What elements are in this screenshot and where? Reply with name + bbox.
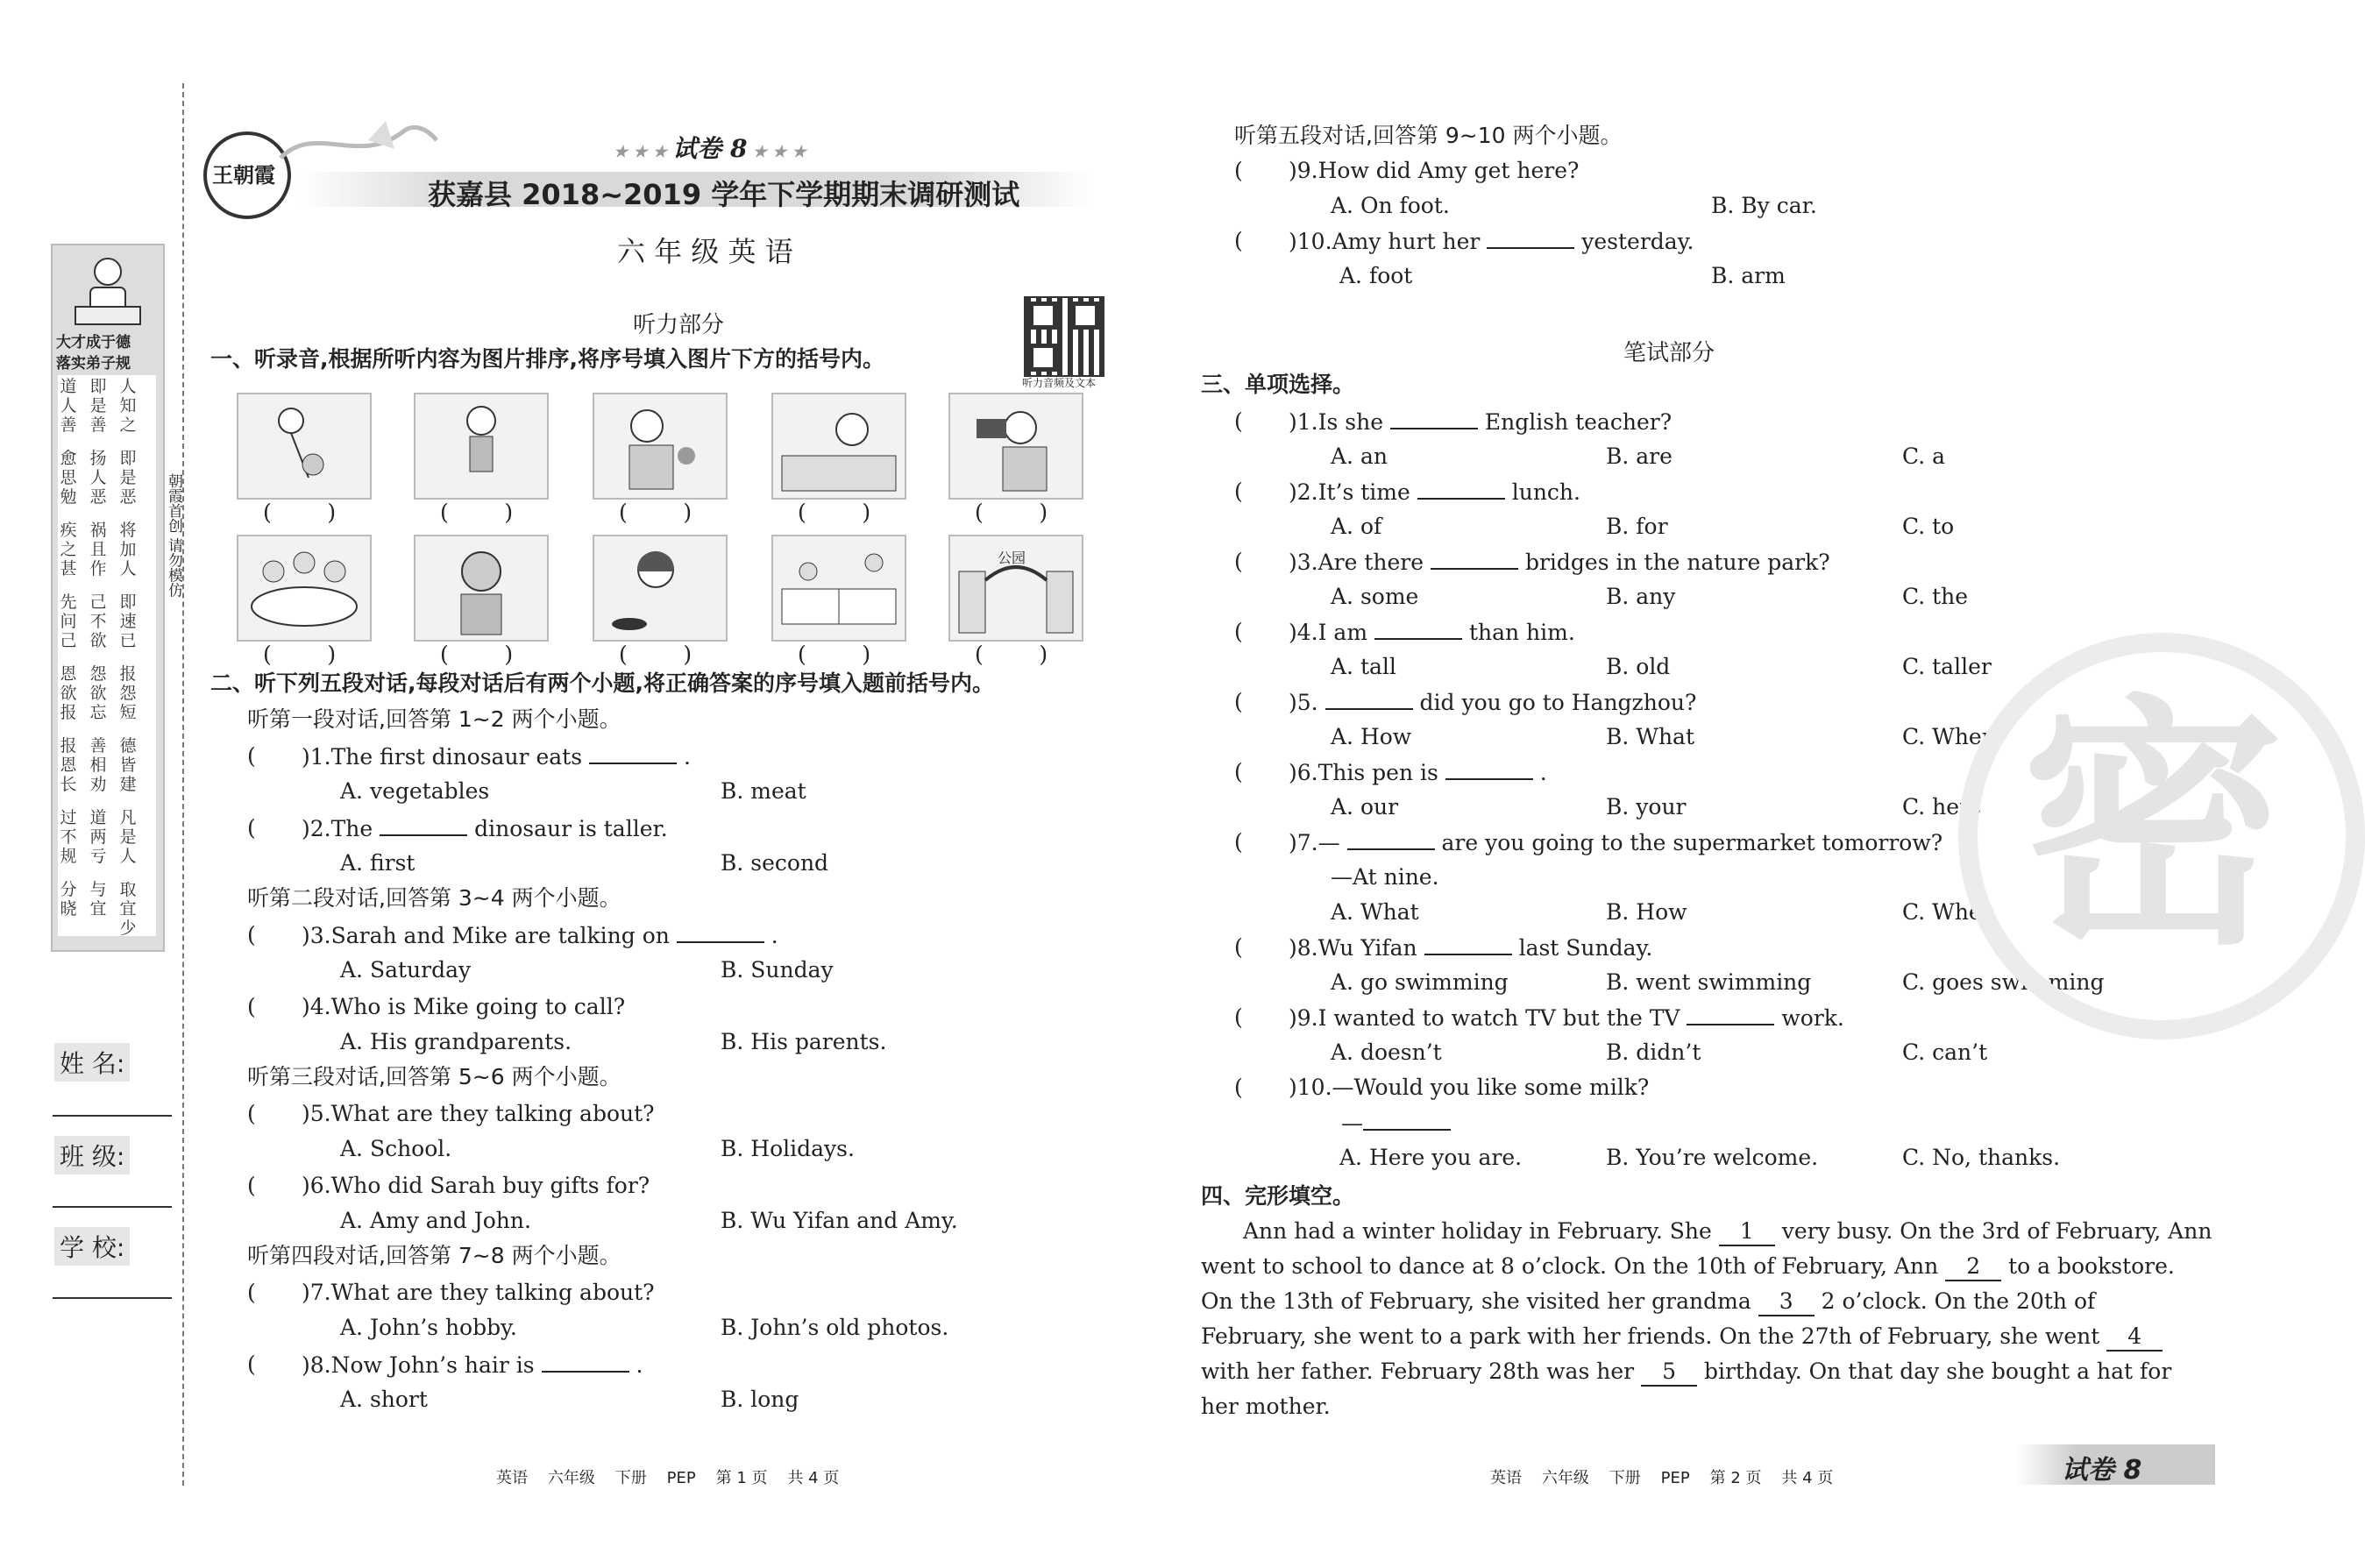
open-paren[interactable]: ( bbox=[1234, 689, 1243, 714]
picture-park-gate bbox=[948, 535, 1083, 642]
q10-reply bbox=[1341, 1110, 1451, 1137]
section-4: 听第四段对话,回答第 7~8 两个小题。 bbox=[247, 1243, 621, 1268]
cloze-line bbox=[1243, 1218, 2212, 1246]
answer-option[interactable]: B. Wu Yifan and Amy. bbox=[721, 1208, 958, 1233]
answer-option[interactable]: A. first bbox=[340, 850, 415, 876]
answer-option[interactable]: C. can’t bbox=[1902, 1039, 1988, 1065]
answer-bracket[interactable]: ( ) bbox=[619, 642, 692, 667]
cloze-text: her mother. bbox=[1201, 1394, 1331, 1419]
thinking-boy-illustration bbox=[415, 536, 547, 640]
cloze-text: went to school to dance at 8 o’clock. On the 10th of February, Ann bbox=[1201, 1253, 1939, 1279]
answer-option[interactable]: A. School. bbox=[340, 1136, 452, 1161]
qr-code[interactable] bbox=[1024, 296, 1104, 377]
answer-bracket[interactable]: ( ) bbox=[798, 500, 871, 525]
question-text: than him. bbox=[1468, 620, 1575, 645]
qr-caption: 听力音频及文本 bbox=[1022, 377, 1097, 389]
question-stem bbox=[302, 1101, 655, 1127]
slogan-column: 己不欲 bbox=[89, 592, 107, 650]
birthday-party-illustration bbox=[238, 536, 370, 640]
written-heading: 笔试部分 bbox=[1623, 340, 1715, 366]
question-text: Sarah and Mike are talking on bbox=[330, 923, 670, 948]
answer-option[interactable]: B. went swimming bbox=[1606, 969, 1812, 995]
question-text: The bbox=[330, 816, 373, 841]
question-text: bridges in the nature park? bbox=[1524, 550, 1830, 575]
question-stem bbox=[1289, 829, 1942, 856]
logo-seal bbox=[203, 131, 291, 219]
question-number: )10. bbox=[1289, 1075, 1332, 1100]
answer-option[interactable]: C. No, thanks. bbox=[1902, 1145, 2061, 1170]
open-paren[interactable]: ( bbox=[247, 1352, 256, 1377]
question-text: What are they talking about? bbox=[330, 1101, 655, 1126]
open-paren[interactable]: ( bbox=[247, 743, 256, 769]
question-number: )2. bbox=[1289, 479, 1318, 505]
answer-option[interactable]: C. to bbox=[1902, 514, 1955, 539]
question-stem: )8.Now John’s hair is . bbox=[302, 1352, 643, 1378]
question-text: lunch. bbox=[1511, 479, 1580, 505]
open-paren[interactable]: ( bbox=[247, 815, 256, 841]
open-paren[interactable]: ( bbox=[1234, 1075, 1243, 1100]
cloze-text: with her father. February 28th was her bbox=[1201, 1359, 1635, 1384]
answer-option[interactable]: A. His grandparents. bbox=[340, 1029, 572, 1054]
slogan-column: 即是善 bbox=[89, 377, 107, 435]
cloze-line bbox=[1201, 1288, 2095, 1316]
name-label: 姓 名: bbox=[54, 1043, 130, 1082]
part2-instruction: 二、听下列五段对话,每段对话后有两个小题,将正确答案的序号填入题前括号内。 bbox=[210, 670, 994, 696]
answer-blank[interactable] bbox=[1424, 934, 1512, 955]
q7-reply: —At nine. bbox=[1331, 864, 1439, 890]
question-stem bbox=[1289, 619, 1575, 646]
answer-bracket[interactable]: ( ) bbox=[440, 500, 514, 525]
answer-option[interactable]: B. didn’t bbox=[1606, 1039, 1701, 1065]
girl-cooking-illustration bbox=[594, 536, 726, 640]
answer-bracket[interactable]: ( ) bbox=[619, 500, 692, 525]
name-field[interactable] bbox=[53, 1115, 172, 1117]
exam-subtitle: 六 年 级 英 语 bbox=[617, 235, 793, 268]
question-text: This pen is bbox=[1317, 760, 1438, 785]
question-stem bbox=[302, 815, 668, 842]
question-text: dinosaur is taller. bbox=[474, 816, 668, 841]
answer-option[interactable]: A. foot bbox=[1339, 263, 1413, 288]
slogan-column: 取宜少 bbox=[119, 880, 137, 938]
question-number: )3. bbox=[1289, 550, 1318, 575]
question-number: )1. bbox=[1289, 409, 1318, 435]
seal-character: 密 bbox=[2021, 674, 2284, 980]
answer-option[interactable]: B. your bbox=[1606, 794, 1687, 819]
question-text: Wu Yifan bbox=[1317, 935, 1417, 961]
question-stem bbox=[1289, 408, 1672, 436]
slogan-column: 祸且作 bbox=[89, 521, 107, 578]
answer-option[interactable]: C. taller bbox=[1902, 654, 1992, 679]
listening-heading: 听力部分 bbox=[633, 312, 725, 338]
section-2: 听第二段对话,回答第 3~4 两个小题。 bbox=[247, 885, 621, 911]
cloze-blank[interactable]: 4 bbox=[2106, 1323, 2163, 1352]
question-number: )8. bbox=[302, 1352, 331, 1378]
answer-option[interactable]: A. doesn’t bbox=[1331, 1039, 1442, 1065]
section-3: 听第三段对话,回答第 5~6 两个小题。 bbox=[247, 1064, 621, 1089]
cloze-line bbox=[1201, 1359, 2171, 1387]
question-number: )9. bbox=[1289, 1005, 1318, 1031]
answer-bracket[interactable]: ( ) bbox=[975, 500, 1048, 525]
cloze-blank[interactable]: 2 bbox=[1945, 1253, 2001, 1281]
question-stem bbox=[302, 994, 625, 1020]
open-paren[interactable]: ( bbox=[1234, 479, 1243, 504]
section-1: 听第一段对话,回答第 1~2 两个小题。 bbox=[247, 706, 621, 732]
cloze-line bbox=[1201, 1253, 2175, 1281]
cloze-text: On the 13th of February, she visited her grandma bbox=[1201, 1288, 1751, 1314]
slogan-column: 道两亏 bbox=[89, 808, 107, 866]
answer-bracket[interactable]: ( ) bbox=[798, 642, 871, 667]
open-paren[interactable]: ( bbox=[1234, 228, 1243, 253]
answer-option[interactable]: A. How bbox=[1331, 724, 1412, 749]
question-stem bbox=[1289, 689, 1696, 716]
picture-birthday-party bbox=[237, 535, 372, 642]
question-text: English teacher? bbox=[1484, 409, 1673, 435]
open-paren[interactable]: ( bbox=[247, 1173, 256, 1198]
open-paren[interactable]: ( bbox=[1234, 759, 1243, 784]
footer-badge bbox=[2016, 1444, 2215, 1485]
question-number: )3. bbox=[302, 923, 331, 948]
question-number: )8. bbox=[1289, 935, 1318, 961]
slogan-column: 人知之 bbox=[119, 377, 137, 435]
cloze-text: February, she went to a park with her friends. On the 27th of February, she went bbox=[1201, 1323, 2100, 1349]
answer-option[interactable]: A. short bbox=[340, 1387, 428, 1412]
question-text: Are there bbox=[1317, 550, 1424, 575]
question-text: Is she bbox=[1317, 409, 1383, 435]
question-stem bbox=[1289, 1004, 1844, 1032]
answer-blank[interactable] bbox=[542, 1352, 629, 1373]
scholar-illustration bbox=[68, 252, 147, 331]
cloze-blank[interactable]: 5 bbox=[1641, 1359, 1697, 1387]
question-number: )2. bbox=[302, 816, 331, 841]
question-text: The first dinosaur eats bbox=[330, 744, 583, 770]
slogan-2: 落实弟子规 bbox=[56, 355, 131, 372]
slogan-column: 先问己 bbox=[60, 592, 77, 650]
question-text: Amy hurt her bbox=[1332, 229, 1481, 254]
ribbon-decoration bbox=[281, 114, 438, 175]
answer-option[interactable]: C. When bbox=[1902, 899, 1996, 925]
question-text: yesterday. bbox=[1581, 229, 1694, 254]
answer-option[interactable]: A. vegetables bbox=[340, 778, 490, 804]
answer-blank[interactable] bbox=[1487, 228, 1574, 249]
open-paren[interactable]: ( bbox=[247, 1101, 256, 1126]
answer-option[interactable]: B. arm bbox=[1711, 263, 1786, 288]
question-text: What are they talking about? bbox=[330, 1280, 655, 1305]
answer-blank[interactable] bbox=[1445, 759, 1533, 780]
question-text: — bbox=[1317, 830, 1340, 855]
open-paren[interactable]: ( bbox=[1234, 549, 1243, 574]
answer-option[interactable]: B. meat bbox=[721, 778, 806, 804]
slogan-column: 道人善 bbox=[60, 377, 77, 435]
answer-blank[interactable] bbox=[1374, 619, 1462, 640]
question-stem bbox=[302, 1280, 655, 1306]
logo-text: 王朝霞 bbox=[212, 163, 275, 188]
question-text: Who did Sarah buy gifts for? bbox=[330, 1173, 650, 1198]
answer-option[interactable]: A. What bbox=[1331, 899, 1419, 925]
answer-option[interactable]: C. Where bbox=[1902, 724, 2006, 749]
answer-option[interactable]: A. some bbox=[1331, 584, 1419, 609]
answer-blank[interactable] bbox=[589, 743, 677, 764]
answer-option[interactable]: B. for bbox=[1606, 514, 1668, 539]
answer-blank[interactable] bbox=[1417, 479, 1505, 500]
question-text: I wanted to watch TV but the TV bbox=[1317, 1005, 1680, 1031]
open-paren[interactable]: ( bbox=[1234, 619, 1243, 644]
cut-notice: 朝霞首创 请勿模仿 bbox=[165, 473, 182, 598]
answer-option[interactable]: B. You’re welcome. bbox=[1606, 1145, 1819, 1170]
answer-blank[interactable] bbox=[1687, 1004, 1774, 1025]
binding-cut-line bbox=[182, 83, 184, 1486]
slogan-column: 分晓 bbox=[60, 880, 77, 919]
answer-option[interactable]: B. Holidays. bbox=[721, 1136, 855, 1161]
answer-option[interactable]: C. goes swimming bbox=[1902, 969, 2105, 995]
question-stem bbox=[1289, 479, 1580, 506]
slogan-column: 即速已 bbox=[119, 592, 137, 650]
question-number: )4. bbox=[302, 994, 331, 1019]
cloze-text: very busy. On the 3rd of February, Ann bbox=[1781, 1218, 2212, 1244]
question-stem bbox=[1289, 1075, 1649, 1101]
confidential-seal bbox=[1958, 633, 2365, 1039]
question-number: )10. bbox=[1289, 229, 1332, 254]
part4-instruction: 四、完形填空。 bbox=[1201, 1183, 1355, 1209]
picture-crying-girl bbox=[771, 393, 906, 500]
cloze-text: Ann had a winter holiday in February. She bbox=[1243, 1218, 1712, 1244]
slogan-column: 德皆建 bbox=[119, 736, 137, 794]
answer-blank[interactable] bbox=[1363, 1110, 1451, 1131]
paper-label-text: 试卷 8 bbox=[672, 134, 748, 163]
answer-blank[interactable] bbox=[677, 922, 764, 943]
picture-running-girl bbox=[414, 393, 549, 500]
question-text: —Would you like some milk? bbox=[1332, 1075, 1650, 1100]
picture-tennis-court bbox=[771, 535, 906, 642]
answer-option[interactable]: B. are bbox=[1606, 443, 1673, 469]
picture-camera-man bbox=[948, 393, 1083, 500]
cloze-blank[interactable]: 3 bbox=[1758, 1288, 1815, 1316]
open-paren[interactable]: ( bbox=[247, 922, 256, 947]
open-paren[interactable]: ( bbox=[247, 994, 256, 1019]
slogan-column: 疾之甚 bbox=[60, 521, 77, 578]
question-number: )7. bbox=[1289, 830, 1318, 855]
question-text: Now John’s hair is bbox=[330, 1352, 535, 1378]
answer-option[interactable]: A. go swimming bbox=[1331, 969, 1509, 995]
paper-label: ★ ★ ★ 试卷 8 ★ ★ ★ bbox=[614, 134, 806, 163]
cloze-text: to a bookstore. bbox=[2008, 1253, 2175, 1279]
question-stem: )6.This pen is . bbox=[1289, 760, 1547, 785]
question-text: last Sunday. bbox=[1518, 935, 1653, 961]
cloze-line bbox=[1201, 1394, 1331, 1420]
open-paren[interactable]: ( bbox=[1234, 158, 1243, 183]
park-sign: 公园 bbox=[998, 550, 1026, 566]
answer-option[interactable]: B. How bbox=[1606, 899, 1687, 925]
answer-option[interactable]: B. John’s old photos. bbox=[721, 1315, 949, 1340]
question-stem: )1.The first dinosaur eats . bbox=[302, 744, 691, 770]
open-paren[interactable]: ( bbox=[1234, 408, 1243, 434]
answer-option[interactable]: B. old bbox=[1606, 654, 1671, 679]
crying-girl-illustration bbox=[773, 394, 905, 498]
cloze-blank[interactable]: 1 bbox=[1719, 1218, 1775, 1246]
footer-page-1: 英语 六年级 下册 PEP 第 1 页 共 4 页 bbox=[496, 1469, 840, 1487]
school-field[interactable] bbox=[53, 1297, 172, 1299]
answer-option[interactable]: A. Amy and John. bbox=[340, 1208, 531, 1233]
slogan-column: 怨欲忘 bbox=[89, 664, 107, 722]
answer-option[interactable]: A. Saturday bbox=[340, 957, 472, 983]
school-label: 学 校: bbox=[54, 1227, 130, 1266]
picture-girl-cooking bbox=[593, 535, 728, 642]
answer-bracket[interactable]: ( ) bbox=[263, 642, 337, 667]
answer-blank[interactable] bbox=[1390, 408, 1478, 429]
slogan-column: 报怨短 bbox=[119, 664, 137, 722]
open-paren[interactable]: ( bbox=[1234, 829, 1243, 855]
question-stem: )3.Sarah and Mike are talking on . bbox=[302, 923, 778, 948]
open-paren[interactable]: ( bbox=[247, 1280, 256, 1305]
reply-dash: — bbox=[1341, 1110, 1363, 1136]
cloze-text: birthday. On that day she bought a hat for bbox=[1703, 1359, 2172, 1384]
question-stem bbox=[1289, 228, 1694, 255]
answer-option[interactable]: B. any bbox=[1606, 584, 1676, 609]
class-label: 班 级: bbox=[54, 1136, 130, 1174]
answer-option[interactable]: C. a bbox=[1902, 443, 1946, 469]
answer-blank[interactable] bbox=[380, 815, 467, 836]
question-number: )6. bbox=[1289, 760, 1318, 785]
open-paren[interactable]: ( bbox=[1234, 1004, 1243, 1030]
part3-instruction: 三、单项选择。 bbox=[1201, 372, 1355, 397]
question-text: work. bbox=[1781, 1005, 1844, 1031]
question-text: I am bbox=[1317, 620, 1368, 645]
part1-instruction: 一、听录音,根据所听内容为图片排序,将序号填入图片下方的括号内。 bbox=[210, 346, 884, 372]
question-number: )7. bbox=[302, 1280, 331, 1305]
slogan-column: 将加人 bbox=[119, 521, 137, 578]
question-stem bbox=[1289, 934, 1652, 961]
class-field[interactable] bbox=[53, 1206, 172, 1208]
slogan-column: 愈思勉 bbox=[60, 449, 77, 507]
answer-option[interactable]: B. His parents. bbox=[721, 1029, 887, 1054]
answer-option[interactable]: A. tall bbox=[1331, 654, 1396, 679]
question-stem bbox=[1289, 549, 1830, 576]
footer-page-2: 英语 六年级 下册 PEP 第 2 页 共 4 页 bbox=[1490, 1469, 1834, 1487]
section-5: 听第五段对话,回答第 9~10 两个小题。 bbox=[1234, 123, 1623, 148]
question-number: )5. bbox=[302, 1101, 331, 1126]
slogan-column: 凡是人 bbox=[119, 808, 137, 866]
slogan-column: 扬人恶 bbox=[89, 449, 107, 507]
open-paren[interactable]: ( bbox=[1234, 934, 1243, 960]
answer-blank[interactable] bbox=[1431, 549, 1518, 570]
tennis-court-illustration bbox=[773, 536, 905, 640]
question-text: are you going to the supermarket tomorrow? bbox=[1441, 830, 1943, 855]
slogan-1: 大才成于德 bbox=[56, 334, 131, 351]
answer-option[interactable]: B. What bbox=[1606, 724, 1695, 749]
answer-option[interactable]: A. Here you are. bbox=[1339, 1145, 1523, 1170]
question-stem bbox=[1289, 158, 1579, 184]
cloze-line bbox=[1201, 1323, 2163, 1352]
answer-option[interactable]: A. our bbox=[1331, 794, 1399, 819]
slogan-column: 与宜 bbox=[89, 880, 107, 919]
answer-blank[interactable] bbox=[1325, 689, 1413, 710]
picture-thinking-boy bbox=[414, 535, 549, 642]
old-man-flowers-illustration bbox=[594, 394, 726, 498]
camera-man-illustration bbox=[950, 394, 1082, 498]
slogan-column: 过不规 bbox=[60, 808, 77, 866]
answer-bracket[interactable]: ( ) bbox=[975, 642, 1048, 667]
picture-old-man-flowers bbox=[593, 393, 728, 500]
answer-option[interactable]: A. John’s hobby. bbox=[340, 1315, 517, 1340]
answer-option[interactable]: A. of bbox=[1331, 514, 1382, 539]
question-text: It’s time bbox=[1317, 479, 1410, 505]
question-text: How did Amy get here? bbox=[1317, 158, 1580, 183]
answer-option[interactable]: B. long bbox=[721, 1387, 799, 1412]
question-stem bbox=[302, 1173, 650, 1199]
answer-option[interactable]: B. second bbox=[721, 850, 829, 876]
question-text: Who is Mike going to call? bbox=[330, 994, 626, 1019]
slogan-column: 善相劝 bbox=[89, 736, 107, 794]
exam-title: 获嘉县 2018~2019 学年下学期期末调研测试 bbox=[428, 178, 1020, 211]
picture-balloons-boy bbox=[237, 393, 372, 500]
cloze-text: 2 o’clock. On the 20th of bbox=[1821, 1288, 2096, 1314]
balloons-boy-illustration bbox=[238, 394, 370, 498]
answer-option[interactable]: C. the bbox=[1902, 584, 1969, 609]
answer-option[interactable]: A. an bbox=[1331, 443, 1388, 469]
answer-option[interactable]: B. Sunday bbox=[721, 957, 834, 983]
answer-blank[interactable] bbox=[1347, 829, 1435, 850]
question-number: )5. bbox=[1289, 690, 1318, 715]
answer-bracket[interactable]: ( ) bbox=[440, 642, 514, 667]
answer-option[interactable]: B. By car. bbox=[1711, 193, 1817, 218]
footer-badge-text: 试卷 8 bbox=[2062, 1455, 2142, 1486]
question-text: did you go to Hangzhou? bbox=[1419, 690, 1697, 715]
slogan-column: 报恩长 bbox=[60, 736, 77, 794]
running-girl-illustration bbox=[415, 394, 547, 498]
answer-bracket[interactable]: ( ) bbox=[263, 500, 337, 525]
question-number: )9. bbox=[1289, 158, 1318, 183]
question-number: )4. bbox=[1289, 620, 1318, 645]
question-number: )6. bbox=[302, 1173, 331, 1198]
answer-option[interactable]: A. On foot. bbox=[1331, 193, 1450, 218]
slogan-column: 恩欲报 bbox=[60, 664, 77, 722]
question-number: )1. bbox=[302, 744, 331, 770]
answer-option[interactable]: C. hers bbox=[1902, 794, 1981, 819]
slogan-column: 即是恶 bbox=[119, 449, 137, 507]
